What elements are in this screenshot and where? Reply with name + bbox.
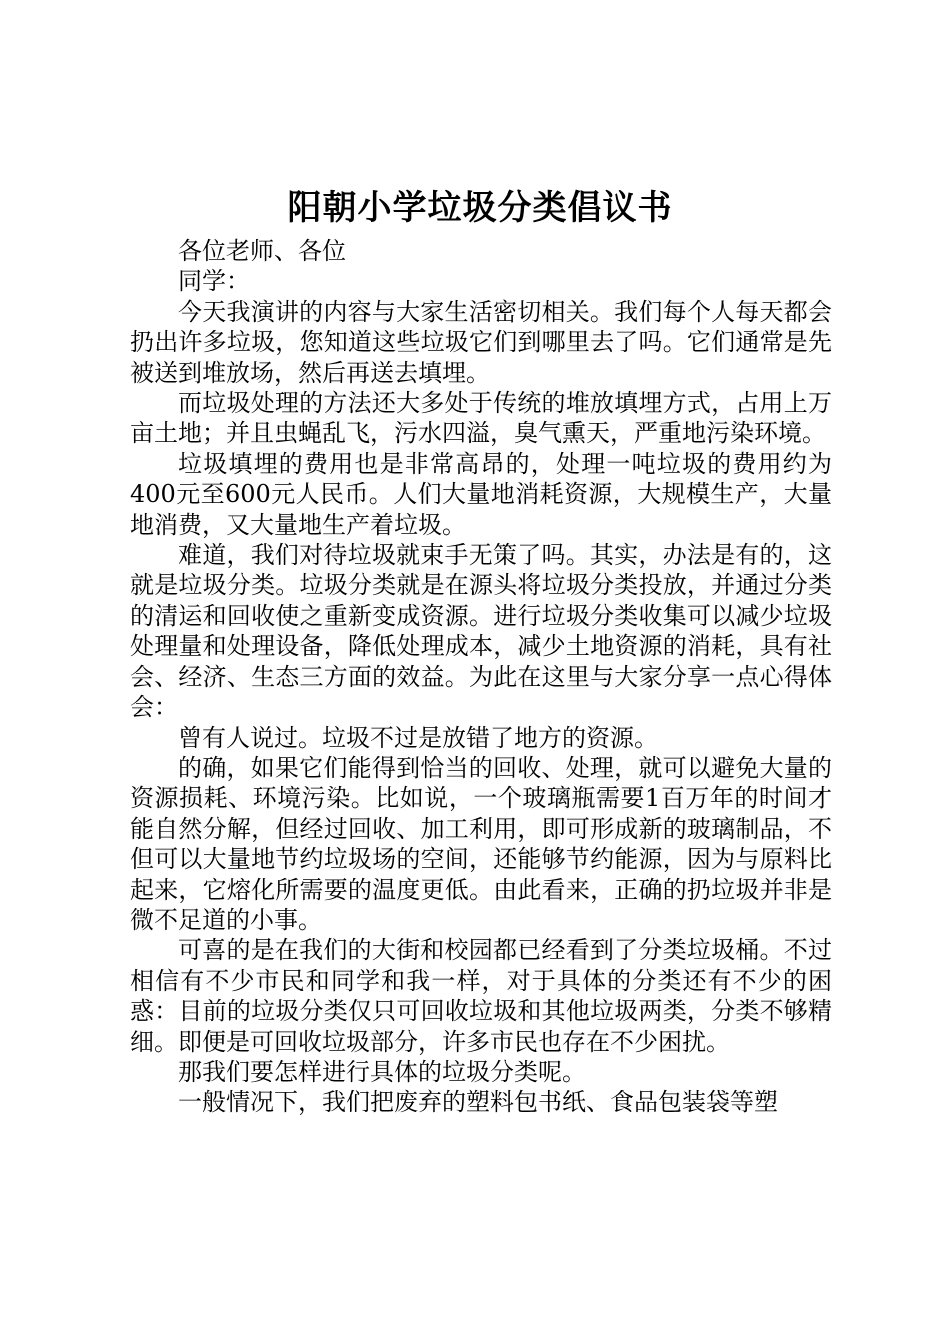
paragraph-7: 可喜的是在我们的大街和校园都已经看到了分类垃圾桶。不过相信有不少市民和同学和我一样，对于具体的分类还有不少的困惑：目前的垃圾分类仅只可回收垃圾和其他垃圾两类，分类不够精细。即便是可回收垃圾部分，许多市民也存在不少困扰。 (130, 936, 832, 1056)
greeting-line-1: 各位老师、各位 (178, 237, 346, 265)
document-title: 阳朝小学垃圾分类倡议书 (287, 188, 673, 228)
paragraph-2: 而垃圾处理的方法还大多处于传统的堆放填埋方式，占用上万亩土地；并且虫蝇乱飞，污水四溢，臭气熏天，严重地污染环境。 (130, 389, 832, 448)
document-body (130, 236, 832, 1118)
paragraph-3: 垃圾填埋的费用也是非常高昂的，处理一吨垃圾的费用约为400元至600元人民币。人们大量地消耗资源，大规模生产，大量地消费，又大量地生产着垃圾。 (130, 449, 832, 539)
greeting-line-2: 同学： (178, 267, 250, 296)
paragraph-5: 曾有人说过。垃圾不过是放错了地方的资源。 (178, 723, 658, 752)
paragraph-8: 那我们要怎样进行具体的垃圾分类呢。 (178, 1057, 586, 1086)
paragraph-1: 今天我演讲的内容与大家生活密切相关。我们每个人每天都会扔出许多垃圾，您知道这些垃圾它们到哪里去了吗。它们通常是先被送到堆放场，然后再送去填埋。 (130, 297, 832, 387)
paragraph-9: 一般情况下，我们把废弃的塑料包书纸、食品包装袋等塑 (178, 1088, 778, 1117)
paragraph-4: 难道，我们对待垃圾就束手无策了吗。其实，办法是有的，这就是垃圾分类。垃圾分类就是在源头将垃圾分类投放，并通过分类的清运和回收使之重新变成资源。进行垃圾分类收集可以减少垃圾处理量和处理设备，降低处理成本，减少土地资源的消耗，具有社会、经济、生态三方面的效益。为此在这里与大家分享一点心得体会： (130, 541, 832, 722)
paragraph-6: 的确，如果它们能得到恰当的回收、处理，就可以避免大量的资源损耗、环境污染。比如说，一个玻璃瓶需要1百万年的时间才能自然分解，但经过回收、加工利用，即可形成新的玻璃制品，不但可以大量地节约垃圾场的空间，还能够节约能源，因为与原料比起来，它熔化所需要的温度更低。由此看来，正确的扔垃圾并非是微不足道的小事。 (130, 753, 832, 934)
